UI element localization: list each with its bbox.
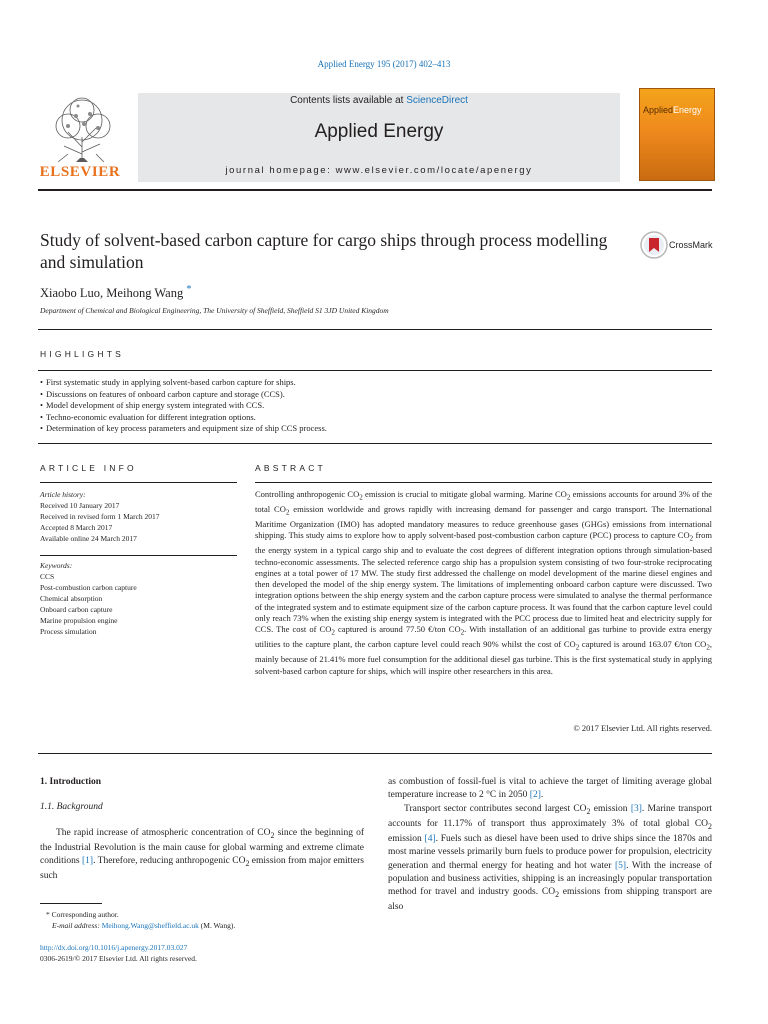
- elsevier-wordmark: ELSEVIER: [39, 164, 121, 180]
- author-names: Xiaobo Luo, Meihong Wang: [40, 286, 184, 301]
- abstract-heading: ABSTRACT: [255, 463, 326, 473]
- highlight-item: • Discussions on features of onboard carbon capture and storage (CCS).: [40, 389, 327, 401]
- introduction-heading: 1. Introduction: [40, 777, 102, 787]
- keyword-list: [40, 560, 240, 637]
- history-entry: Received 10 January 2017: [40, 501, 120, 510]
- background-subheading: 1.1. Background: [40, 802, 103, 813]
- issn-line: 0306-2619/© 2017 Elsevier Ltd. All rights reserved.: [40, 954, 197, 963]
- crossmark-icon[interactable]: [640, 231, 668, 259]
- reference-link[interactable]: [5]: [615, 860, 627, 871]
- intro-paragraph-continued: as combustion of fossil-fuel is vital to achieve the target of limiting average global temperature increase to 2 °C in 2050 [2].: [388, 777, 712, 801]
- history-entry: Available online 24 March 2017: [40, 534, 137, 543]
- history-entry: Accepted 8 March 2017: [40, 523, 113, 532]
- reference-link[interactable]: [3]: [630, 803, 642, 814]
- footnote-mark: *: [46, 910, 50, 919]
- journal-masthead: [138, 93, 620, 182]
- affiliation-rule: [38, 329, 712, 330]
- right-column: [388, 776, 712, 915]
- email-label: E-mail address:: [52, 921, 100, 930]
- corresponding-author-footnote: [40, 909, 360, 931]
- history-entry: Received in revised form 1 March 2017: [40, 512, 160, 521]
- transport-paragraph: Transport sector contributes second largest $CO_2$ emission [3]. Marine transport accounts for 11.17% of transport thus approximately 3% of total global $CO_2$ emission [4]. Fuels such as diesel have been used to drive ships since the 1870s and most marine vessels primarily burn fuels to produce power for propulsion, electricity generation and thermal energy for heating and hot water [5]. With the increase of population and business activities, shipping is an increasingly popular transportation method for travel and industry goods. $CO_2$ emissions from shipping transport are also: [388, 803, 712, 913]
- keywords-label: Keywords:: [40, 561, 73, 570]
- article-info-rule: [40, 482, 237, 483]
- cover-title-part2: Energy: [673, 105, 702, 115]
- doi-link[interactable]: http://dx.doi.org/10.1016/j.apenergy.2017.03.027: [40, 943, 188, 952]
- article-info-heading: ARTICLE INFO: [40, 463, 137, 473]
- footnote-label: Corresponding author.: [51, 910, 119, 919]
- author-email-link[interactable]: Meihong.Wang@sheffield.ac.uk: [101, 921, 199, 930]
- footnote-rule: [40, 903, 102, 904]
- sciencedirect-link[interactable]: ScienceDirect: [406, 95, 468, 106]
- highlight-item: • Techno-economic evaluation for different integration options.: [40, 412, 327, 424]
- highlights-list: [40, 377, 327, 435]
- cover-title: [643, 105, 702, 115]
- highlight-item: • First systematic study in applying solvent-based carbon capture for ships.: [40, 377, 327, 389]
- paper-title: Study of solvent-based carbon capture for cargo ships through process modelling and simulation: [40, 230, 608, 272]
- highlights-rule: [38, 370, 712, 371]
- keyword: Onboard carbon capture: [40, 605, 113, 614]
- reference-link[interactable]: [4]: [424, 833, 436, 844]
- keywords-rule: [40, 555, 237, 556]
- highlight-item: • Determination of key process parameters and equipment size of ship CCS process.: [40, 423, 327, 435]
- doi-block: [40, 942, 197, 964]
- article-history: [40, 489, 240, 544]
- highlight-item: • Model development of ship energy system integrated with CCS.: [40, 400, 327, 412]
- journal-title: Applied Energy: [314, 121, 444, 142]
- article-history-label: Article history:: [40, 490, 86, 499]
- contents-prefix: Contents lists available at: [290, 95, 407, 106]
- crossmark-label[interactable]: CrossMark: [669, 240, 713, 250]
- journal-cover-thumbnail[interactable]: [639, 88, 715, 181]
- reference-link[interactable]: [1]: [81, 856, 94, 867]
- author-affiliation: Department of Chemical and Biological Engineering, The University of Sheffield, Sheffield S1 3JD United Kingdom: [40, 306, 389, 315]
- masthead-bottom-rule: [38, 189, 712, 191]
- keyword: Post-combustion carbon capture: [40, 583, 137, 592]
- abstract-copyright: © 2017 Elsevier Ltd. All rights reserved.: [573, 723, 712, 733]
- corresponding-author-mark[interactable]: *: [186, 284, 192, 295]
- left-column: [40, 776, 364, 884]
- keyword: Marine propulsion engine: [40, 616, 118, 625]
- cover-title-part1: Applied: [643, 105, 674, 115]
- abstract-text: Controlling anthropogenic $CO_2$ emission is crucial to mitigate global warming. Marine $CO_2$ emissions accounts for around 3% of the total $CO_2$ emission worldwide and grows rapidly with increasing demand for passenger and cargo transport. The International Maritime Organization (IMO) has adopted mandatory measures to reduce greenhouse gases (GHGs) emissions from international shipping. This study aims to explore how to apply solvent-based post-combustion carbon capture (PCC) process to capture $CO_2$ from the energy system in a typical cargo ship and to evaluate the cost degrees of different integration options through simulation-based techno-economic assessments. The selected reference cargo ship has a propulsion system consisting of two four-stroke reciprocating engines at a total power of 17 MW. The study first addressed the challenge on model development of the marine diesel engines and then developed the model of the ship energy system. The limitations of implementing onboard carbon capture were discussed. Two integration options between the ship energy system and the carbon capture process were simulated to analyse the thermal performance of the integrated system and to estimate equipment size of the carbon capture process. It was found that the carbon capture level could only reach 73% when the existing ship energy system is integrated with the PCC process due to limited heat and electricity supply for CCS. The cost of $CO_2$ captured is around 77.50 €/ton $CO_2$. With installation of an additional gas turbine to provide extra energy utilities to the capture plant, the carbon capture level could reach 90% whilst the cost of $CO_2$ captured is around 163.07 €/ton $CO_2$, mainly because of 21.41% more fuel consumption for the additional diesel gas turbine. This is the first systematical study in applying solvent-based carbon capture for ships, which will inspire other researchers in this area.: [255, 489, 712, 676]
- keyword: Process simulation: [40, 627, 97, 636]
- intro-paragraph: The rapid increase of atmospheric concentration of $CO_2$ since the beginning of the Industrial Revolution is the main cause for global warming and extreme climate conditions [1]. Therefore, reducing anthropogenic $CO_2$ emission from major emitters such: [40, 827, 364, 882]
- journal-citation[interactable]: Applied Energy 195 (2017) 402–413: [317, 59, 451, 69]
- author-list: [40, 284, 192, 301]
- abstract-bottom-rule: [38, 753, 712, 754]
- journal-homepage[interactable]: journal homepage: www.elsevier.com/locate/apenergy: [225, 165, 533, 176]
- abstract-rule: [255, 482, 712, 483]
- contents-line: [138, 93, 620, 106]
- email-suffix: (M. Wang).: [200, 921, 236, 930]
- keyword: CCS: [40, 572, 55, 581]
- highlights-heading: HIGHLIGHTS: [40, 349, 124, 359]
- keyword: Chemical absorption: [40, 594, 103, 603]
- highlights-bottom-rule: [38, 443, 712, 444]
- reference-link[interactable]: [2]: [529, 790, 541, 801]
